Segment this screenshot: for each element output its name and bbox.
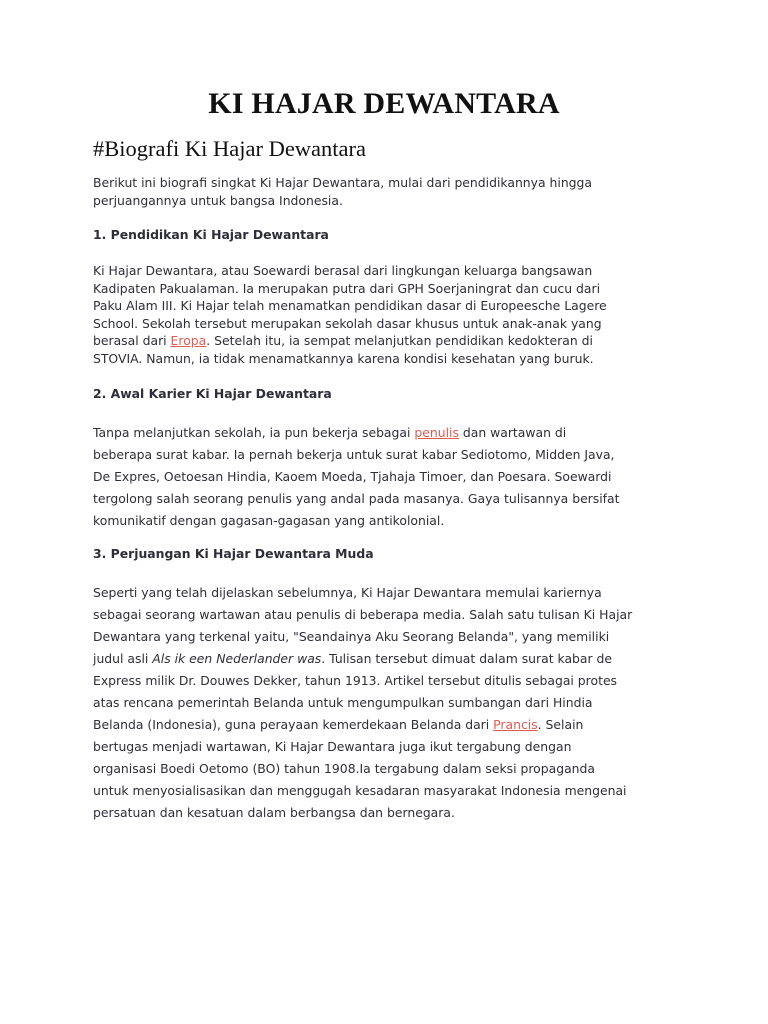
paragraph-line [93,332,683,350]
paragraph-line [93,648,683,670]
text-segment: . Setelah itu, ia sempat melanjutkan pendidikan kedokteran di [206,333,593,349]
prancis-link[interactable]: Prancis [493,717,538,732]
text-segment: dan wartawan di [458,425,567,440]
paragraph-line: Seperti yang telah dijelaskan sebelumnya, Ki Hajar Dewantara memulai kariernya [93,585,602,600]
paragraph-line: beberapa surat kabar. Ia pernah bekerja untuk surat kabar Sediotomo, Midden Java, [93,447,615,462]
paragraph-line: Kadipaten Pakualaman. Ia merupakan putra dari GPH Soerjaningrat dan cucu dari [93,280,601,296]
document-subtitle: #Biografi Ki Hajar Dewantara [93,136,367,161]
intro-line: perjuangannya untuk bangsa Indonesia. [93,192,343,208]
paragraph-line: bertugas menjadi wartawan, Ki Hajar Dewantara juga ikut tergabung dengan [93,739,572,754]
paragraph-line: STOVIA. Namun, ia tidak menamatkannya karena kondisi kesehatan yang buruk. [93,350,594,366]
paragraph-line [93,714,683,736]
text-segment: . Selain [537,717,584,732]
paragraph-line: komunikatif dengan gagasan-gagasan yang antikolonial. [93,513,445,528]
text-segment: berasal dari [93,333,171,349]
paragraph-line: atas rencana pemerintah Belanda untuk mengumpulkan sumbangan dari Hindia [93,695,593,710]
paragraph-line: Ki Hajar Dewantara, atau Soewardi berasal dari lingkungan keluarga bangsawan [93,263,593,278]
paragraph-line: Paku Alam III. Ki Hajar telah menamatkan pendidikan dasar di Europeesche Lagere [93,298,607,314]
paragraph-line: organisasi Boedi Oetomo (BO) tahun 1908.Ia tergabung dalam seksi propaganda [93,761,595,776]
paragraph-line: Express milik Dr. Douwes Dekker, tahun 1913. Artikel tersebut ditulis sebagai protes [93,673,618,688]
paragraph-line: sebagai seorang wartawan atau penulis di beberapa media. Salah satu tulisan Ki Hajar [93,607,633,622]
paragraph-line: Dewantara yang terkenal yaitu, "Seandainya Aku Seorang Belanda", yang memiliki [93,629,610,644]
text-segment: Belanda (Indonesia), guna perayaan kemerdekaan Belanda dari [93,717,494,732]
text-segment: . Tulisan tersebut dimuat dalam surat kabar de [321,651,613,666]
paragraph-line [93,422,683,444]
intro-line: Berikut ini biografi singkat Ki Hajar Dewantara, mulai dari pendidikannya hingga [93,175,592,190]
section-2-heading: 2. Awal Karier Ki Hajar Dewantara [93,386,332,401]
italic-title: Als ik een Nederlander was [152,651,322,666]
paragraph-line: persatuan dan kesatuan dalam berbangsa dan bernegara. [93,805,455,820]
document-title: KI HAJAR DEWANTARA [208,87,560,120]
section-2-paragraph [93,422,683,532]
eropa-link[interactable]: Eropa [170,333,207,349]
section-1-heading: 1. Pendidikan Ki Hajar Dewantara [93,227,329,242]
paragraph-line: School. Sekolah tersebut merupakan sekolah dasar khusus untuk anak-anak yang [93,315,602,331]
section-1-paragraph [93,262,683,368]
section-3-heading: 3. Perjuangan Ki Hajar Dewantara Muda [93,546,374,561]
paragraph-line: tergolong salah seorang penulis yang andal pada masanya. Gaya tulisannya bersifat [93,491,620,506]
section-3-paragraph [93,582,683,824]
penulis-link[interactable]: penulis [414,425,459,440]
text-segment: Tanpa melanjutkan sekolah, ia pun bekerja sebagai [93,425,415,440]
paragraph-line: De Expres, Oetoesan Hindia, Kaoem Moeda, Tjahaja Timoer, dan Poesara. Soewardi [93,469,612,484]
paragraph-line: untuk menyosialisasikan dan menggugah kesadaran masyarakat Indonesia mengenai [93,783,627,798]
text-segment: judul asli [93,651,153,666]
intro-paragraph [93,174,683,209]
